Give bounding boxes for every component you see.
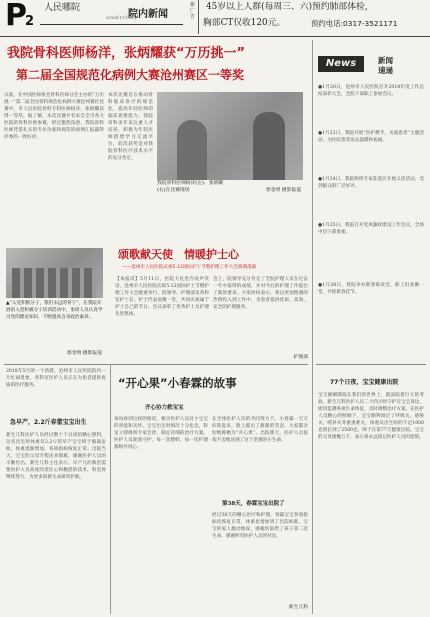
nurse-headline: 颂歌献天使 情暖护士心 — [118, 248, 239, 261]
nurse-body-col-2: 会上，院领导充分肯定了全院护理人员在过去一年中取得的成绩，并对今后的护理工作提出了新的要求。大家纷纷表示，将以更加饱满的热情投入到工作中，为患者提供优质、高效、安全的护理服务。 — [213, 277, 308, 310]
ad-line-2: 胸部CT仅收120元。 — [203, 18, 286, 28]
right-bottom-top-rule — [316, 364, 426, 365]
right-bottom-body: 宝宝刚刚降临在我们的世界上，就面临着巨大的考验。新生儿科医护人员二十四小时守护在宝宝身边，密切监测各项生命体征，及时调整治疗方案。在医护人员精心的照顾下，宝宝顺利闯过了呼吸关、感染关、喂养关等重重难关，体重从出生时的不足1000克增长到了2500克，终于在第77天健康出院。宝宝的父母感慨万千，表示将永远铭记医护人员的恩情。 — [318, 393, 424, 440]
news-item: ●1月25日，我院召开党风廉政建设工作会议，全体中层干部参加。 — [318, 223, 424, 235]
person-left-figure — [177, 120, 207, 180]
nurse-credit: 护理部 — [293, 355, 308, 360]
news-box — [318, 44, 426, 344]
happy-fruit-credit: 新生儿科 — [288, 605, 308, 610]
mid-column-rule — [110, 364, 111, 614]
news-item: ●1月22日，我院开展“医护携手，关爱患者”主题活动，为住院患者送去温暖和祝福。 — [318, 131, 424, 143]
happy-fruit-headline: “开心果”小春霖的故事 — [118, 376, 237, 390]
ad-box — [188, 0, 430, 34]
ad-phone: 预约电话:0317-3521171 — [311, 19, 398, 28]
right-bottom-headline: 77个日夜，宝宝健康出院 — [330, 379, 399, 386]
masthead-rule — [40, 24, 183, 25]
lead-photo — [157, 92, 303, 180]
news-item: ●1月20日，沧州市人民医院召开2018年度工作总结表彰大会，全院干部职工参加会议。 — [318, 85, 424, 97]
ad-line-1: 45岁以上人群(每周三、六)预约肺部体检， — [206, 2, 374, 12]
masthead-bottom-rule — [0, 36, 430, 37]
news-title-1: 新闻 — [378, 56, 393, 65]
lead-body-col-2: 本次比赛旨在推动骨科临床诊疗的规范化，提高年轻医师的临床思维能力。我院骨科多年来注重人才培养，积极为年轻医师搭建学习交流平台，此次获奖是对我院骨科医疗技术水平的充分肯定。 — [108, 93, 153, 161]
issue-date: 2018年11月15日 — [106, 15, 137, 20]
lead-photo-credit: 郭金明 摄影报道 — [265, 188, 301, 193]
right-bottom-rule — [312, 364, 313, 614]
lead-photo-caption: 我院骨科医师杨洋(左)、张炳耀(右)在比赛现场 — [157, 181, 224, 193]
happy-fruit-col-2: 在全体医护人员的共同努力下，小春霖一天天好转起来，脸上露出了甜甜的笑容，大家都亲切地称她为“开心果”。出院那天，医护人员依依不舍地送别了这个坚强的小生命。 — [212, 417, 308, 443]
left-intro-text: 2018年5月的一个清晨，沧州市人民医院院内一片忙碌景象，各科室医护人员正在为患者提供优质的医疗服务。 — [6, 369, 106, 388]
news-item: ●1月28日，我院举办新春联欢会，职工们欢聚一堂，共迎新春佳节。 — [318, 283, 424, 295]
news-item: ●1月24日，我院组织专家赴基层开展义诊活动，受到群众的广泛好评。 — [318, 177, 424, 189]
left-bottom-body: 新生儿科医护人员经过数十个日夜的精心照料，这名出生时体重仅2.2斤的早产宝宝终于脱离危险，体重逐渐增加，各项指标恢复正常。出院当天，宝宝的父母专程送来锦旗，感谢医护人员的辛勤付出。新生儿科主任表示，早产儿的救治需要医护人员高度的责任心和精湛的技术，科室将继续努力，为更多的新生命保驾护航。 — [6, 433, 106, 480]
happy-fruit-subhead: 齐心协力救宝宝 — [145, 405, 184, 411]
left-photo-credit: 郭金明 摄影报道 — [66, 351, 102, 356]
paper-name: 人民哪院 — [44, 3, 81, 13]
person-right-figure — [253, 112, 285, 180]
happy-fruit-col-1: 每每看到这样的情况，极享医护人员对小宝宝的喜爱和关怀。宝宝出生时情况十分危急，科室立即组织专家会诊，制定详细的治疗方案。医护人员轮流守护，每一次喂奶、每一次护理都格外用心。 — [114, 417, 208, 450]
group-figures — [12, 268, 96, 298]
page-letter: P — [5, 0, 27, 33]
happy-fruit-col-3: 经过38天的精心治疗和护理，春霖宝宝各项指标均恢复正常，体重也增加到了出院标准。宝宝的家人激动地说，感谢医院给了孩子第二次生命，感谢所有医护人员的付出。 — [212, 513, 308, 539]
ad-divider — [198, 0, 199, 34]
left-photo — [6, 248, 103, 298]
left-bottom-headline: 急早产，2.2斤春蕾宝宝出生 — [10, 419, 87, 426]
lead-body-col-1: 日前，在中国医师协会骨科医师分会主办的“万历挑一”第二届全国骨科规范化病例大赛沧州赛区比赛中，市人民医院骨科专科医师杨洋、张炳耀获得一等奖。据了解，本次比赛共有来自全市各大医院的骨科医师参赛，经过激烈角逐，我院骨科医师凭借扎实的专业功底和规范的病例汇报赢得评委的一致好评。 — [4, 93, 104, 140]
nurse-subhead: ——沧州市人民医院庆祝5.12国际护士节暨护理工作大会圆满落幕 — [122, 265, 257, 270]
section-name: 院内新闻 — [128, 9, 168, 20]
happy-fruit-subhead-2: 第38天，春霖宝宝出院了 — [222, 501, 285, 507]
lead-headline-2: 第二届全国规范化病例大赛沧州赛区一等奖 — [16, 68, 245, 82]
left-photo-caption: ▲“入党积极分子，我们永远的骨干”，在我院开展的入党积极分子培训活动中，参训人员认真学习党的理论知识，不断提高自身政治素养。 — [6, 301, 103, 320]
news-title-2: 速递 — [378, 66, 393, 75]
nurse-body-col-1: 【本报讯】5月11日，医院大礼堂内欢声笑语，沧州市人民医院庆祝5.12国际护士节暨护理工作大会隆重举行。院领导、护理部及各科室护士长、护士代表欢聚一堂，共同庆祝属于护士自己的节日。会议表彰了优秀护士及护理先进集体。 — [115, 277, 209, 317]
page-number: 2 — [25, 14, 35, 29]
masthead — [0, 0, 430, 36]
lower-section-rule — [4, 364, 308, 365]
news-tag: News — [318, 56, 364, 72]
ad-tag: 新广告 — [190, 2, 196, 20]
lead-headline-1: 我院骨科医师杨洋，张炳耀获“万历挑一” — [7, 46, 246, 61]
